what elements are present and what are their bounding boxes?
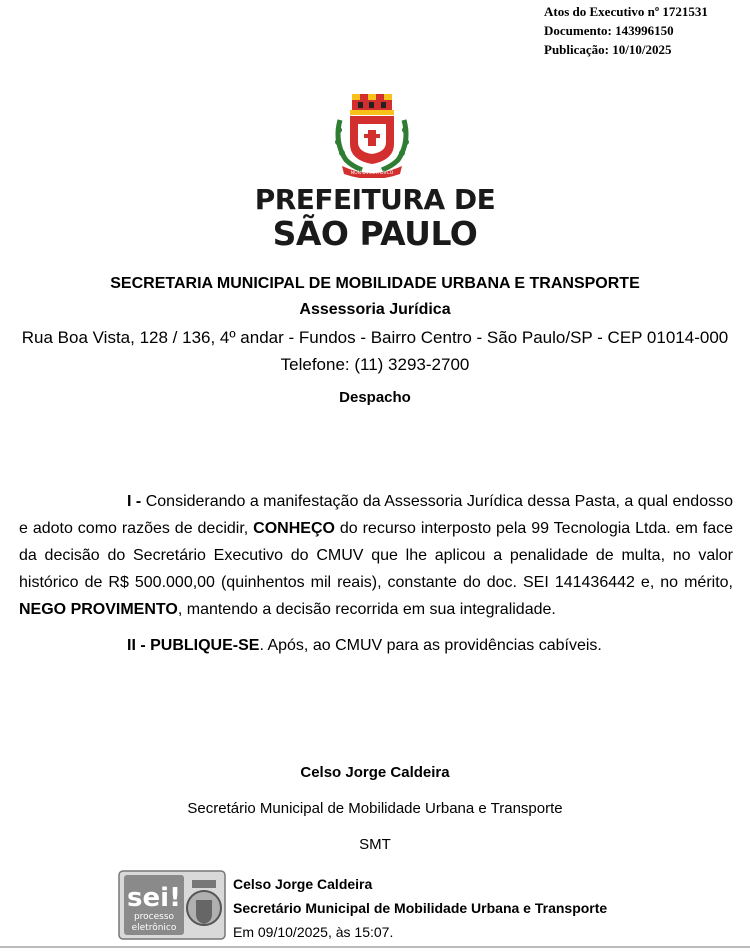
city-brand [240,184,510,252]
electronic-signature [233,872,607,944]
conheco-emphasis: CONHEÇO [253,520,335,537]
atos-number: Atos do Executivo nº 1721531 [544,4,708,19]
publication-meta [544,2,708,59]
phone: Telefone: (11) 3293-2700 [280,355,470,374]
footer-divider [0,946,750,948]
sei-signer-name: Celso Jorge Caldeira [233,876,373,892]
paragraph-1-label: I - [127,493,142,510]
publication-date: Publicação: 10/10/2025 [544,42,672,57]
signer-name: Celso Jorge Caldeira [300,764,450,781]
sei-logo-icon [118,870,226,940]
signature-block [10,760,740,858]
svg-text:eletrônico: eletrônico [131,923,177,933]
paragraph-1: I - Considerando a manifestação da Assessoria Jurídica dessa Pasta, a qual endosso e adoto como razões de decidir, CONHEÇO do recurso interposto pela 99 Tecnologia Ltda. em face da decisão do Secretário Executivo do CMUV que lhe aplicou a penalidade de multa, no valor histórico de R$ 500.000,00 (quinhentos mil reais), constante do doc. SEI 141436442 e, no mérito, NEGO PROVIMENTO, mantendo a decisão recorrida em sua integralidade. [19,493,734,618]
paragraph-2-label: II - PUBLIQUE-SE [127,637,260,654]
brand-line-1: PREFEITURA DE [254,183,496,216]
document-type: Despacho [339,389,411,406]
document-number: Documento: 143996150 [544,23,674,38]
document-body [19,488,733,659]
assessoria-title: Assessoria Jurídica [299,301,451,318]
address: Rua Boa Vista, 128 / 136, 4º andar - Fundos - Bairro Centro - São Paulo/SP - CEP 01014-000 [21,328,729,347]
nego-provimento-emphasis: NEGO PROVIMENTO [19,601,178,618]
signer-role: Secretário Municipal de Mobilidade Urbana e Transporte [187,800,563,817]
sei-signed-date: Em 09/10/2025, às 15:07. [233,924,394,940]
city-crest-icon [332,90,412,178]
svg-text:sei!: sei! [127,883,181,913]
sei-signer-role: Secretário Municipal de Mobilidade Urbana e Transporte [233,900,608,916]
paragraph-2: II - PUBLIQUE-SE. Após, ao CMUV para as providências cabíveis. [127,637,602,654]
svg-text:processo: processo [133,912,175,922]
signer-org: SMT [359,836,391,853]
secretaria-title: SECRETARIA MUNICIPAL DE MOBILIDADE URBANA E TRANSPORTE [110,275,640,292]
brand-line-2: SÃO PAULO [272,214,478,253]
document-header [10,272,740,410]
svg-text:NON DVCOR DVCO: NON DVCOR DVCO [350,171,394,176]
